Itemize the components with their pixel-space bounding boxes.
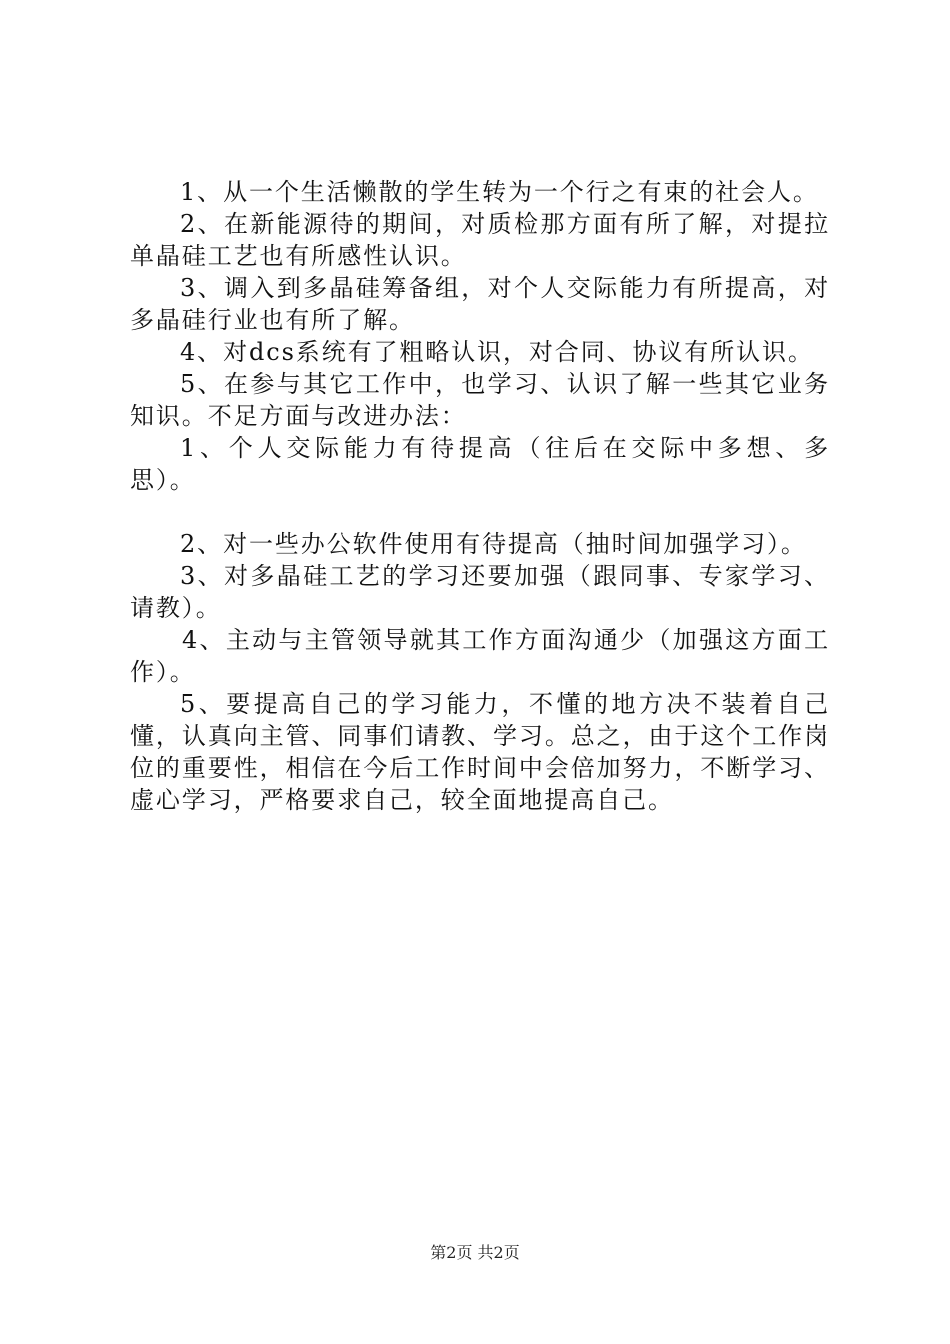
improvement-item-5: 5、要提高自己的学习能力，不懂的地方决不装着自己懂，认真向主管、同事们请教、学习。总之，由于这个工作岗位的重要性，相信在今后工作时间中会倍加努力，不断学习、虚心学习，严格要求自己，较全面地提高自己。	[130, 690, 830, 814]
page-footer: 第2页 共2页	[430, 1243, 520, 1262]
document-body	[130, 176, 830, 816]
improvement-item-4: 4、主动与主管领导就其工作方面沟通少（加强这方面工作）。	[130, 626, 830, 686]
paragraph-3: 3、调入到多晶硅筹备组，对个人交际能力有所提高，对多晶硅行业也有所了解。	[130, 274, 830, 334]
paragraph-1: 1、从一个生活懒散的学生转为一个行之有束的社会人。	[180, 178, 819, 206]
paragraph-4: 4、对dcs系统有了粗略认识，对合同、协议有所认识。	[180, 338, 814, 366]
paragraph-5: 5、在参与其它工作中，也学习、认识了解一些其它业务知识。不足方面与改进办法：	[130, 370, 830, 430]
improvement-item-2: 2、对一些办公软件使用有待提高（抽时间加强学习）。	[180, 530, 807, 558]
improvement-item-3: 3、对多晶硅工艺的学习还要加强（跟同事、专家学习、请教）。	[130, 562, 830, 622]
improvement-item-1: 1、个人交际能力有待提高（往后在交际中多想、多思）。	[130, 434, 830, 494]
paragraph-2: 2、在新能源待的期间，对质检那方面有所了解，对提拉单晶硅工艺也有所感性认识。	[130, 210, 830, 270]
